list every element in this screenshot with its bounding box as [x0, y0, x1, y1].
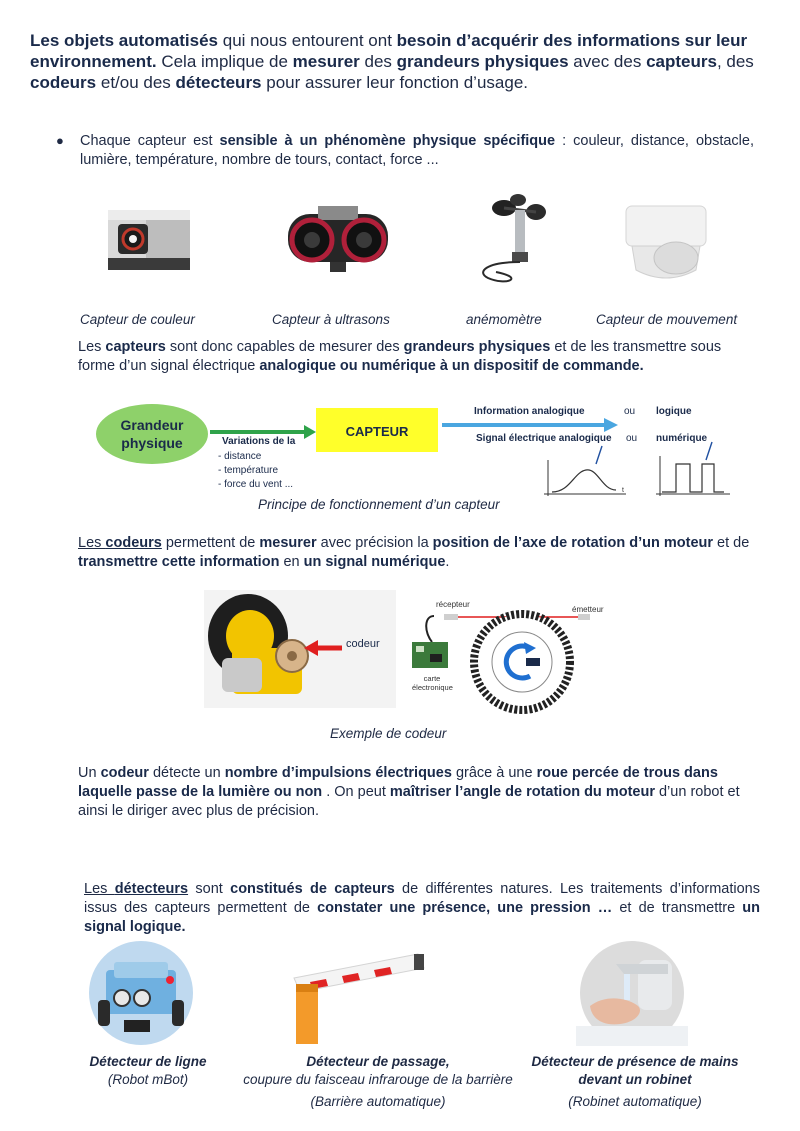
variation-item: - force du vent ...: [218, 479, 294, 490]
codeur-caption: Exemple de codeur: [330, 726, 447, 741]
diagram-caption: Principe de fonctionnement d’un capteur: [258, 497, 500, 512]
codeur-label: codeur: [346, 638, 380, 650]
detector-caption-barrier: [218, 1053, 538, 1111]
intro-text-6: et/ou des: [96, 73, 176, 92]
intro-text-5: , des: [716, 52, 754, 71]
ou-label-1: ou: [624, 406, 636, 417]
capteurs-text-3: et de les transmettre sous forme d’un signal électrique: [78, 339, 722, 374]
capteurs-bold-3: analogique ou numérique à un dispositif de commande.: [259, 358, 644, 374]
capteurs-paragraph: [78, 338, 762, 376]
digital-signal: [662, 464, 724, 492]
detecteurs-bold-3: un signal logique.: [84, 900, 760, 935]
capteurs-text-1: Les: [78, 339, 106, 355]
intro-bold-3: mesurer: [292, 52, 360, 71]
codeurs-text-1: Les: [78, 535, 106, 551]
carte-line-1: carte: [423, 674, 441, 683]
anemometer-image: [466, 192, 556, 288]
water-stream: [624, 974, 630, 1000]
detector-title: Détecteur de présence de mains: [531, 1054, 739, 1069]
bullet-paragraph: [80, 132, 754, 170]
barrier-post: [296, 984, 318, 1044]
info-analog-label: Information analogique: [474, 406, 585, 417]
intro-bold-7: détecteurs: [175, 73, 262, 92]
analog-pointer: [596, 446, 602, 464]
codeurs-bold-1: mesurer: [259, 535, 317, 551]
codeurs-bold-2: position de l’axe de rotation d’un moteur: [432, 535, 714, 551]
intro-bold-6: codeurs: [30, 73, 97, 92]
intro-bold-4: grandeurs physiques: [396, 52, 569, 71]
detecteurs-underline-1: détecteurs: [114, 881, 189, 897]
detecteurs-bold-1: constitués de capteurs: [230, 881, 395, 897]
bullet-text-2: : couleur, distance, obstacle, lumière, température, nombre de tours, contact, force ...: [80, 133, 754, 168]
capteurs-text-2: sont donc capables de mesurer des: [165, 339, 404, 355]
codeurs-text-3: avec précision la: [316, 535, 433, 551]
capteurs-bold-1: capteurs: [105, 339, 166, 355]
codeurs-underline-1: codeurs: [105, 535, 162, 551]
sensor-caption-color: Capteur de couleur: [80, 312, 195, 327]
detector-line2: devant un robinet: [578, 1072, 692, 1087]
intro-bold-2: besoin d’acquérir des informations sur leur environnement.: [30, 31, 748, 71]
capteur-label: CAPTEUR: [345, 424, 409, 439]
motor-can: [222, 658, 262, 692]
intro-text-3: des: [359, 52, 397, 71]
mbot-eye-right: [134, 990, 150, 1006]
intro-bold-1: Les objets automatisés: [30, 31, 219, 50]
green-arrow-head: [304, 425, 316, 439]
codeurs-text-5: en: [279, 554, 304, 570]
bullet-bold-1: sensible à un phénomène physique spécifique: [219, 133, 556, 149]
codeurs-text-2: permettent de: [161, 535, 260, 551]
detecteurs-bold-2: constater une présence, une pression …: [317, 900, 613, 916]
codeur2-bold-1: codeur: [100, 765, 149, 781]
ultrasonic-sensor-image: [278, 200, 398, 280]
codeur2-text-2: détecte un: [148, 765, 225, 781]
intro-paragraph: [30, 30, 770, 93]
sensor-caption-ultrasonic: Capteur à ultrasons: [272, 312, 390, 327]
carte-line-2: électronique: [412, 683, 453, 692]
detecteurs-text-1: Les: [84, 881, 115, 897]
emitter: [578, 614, 590, 620]
codeurs-bold-4: un signal numérique: [303, 554, 446, 570]
detector-line2: coupure du faisceau infrarouge de la barrière: [243, 1072, 513, 1087]
color-sensor-image: [100, 200, 196, 280]
variations-label: Variations de la: [222, 436, 296, 447]
intro-text-2: Cela implique de: [156, 52, 293, 71]
motion-sensor-image: [618, 200, 714, 286]
intro-text-4: avec des: [568, 52, 647, 71]
numerique-label: numérique: [656, 433, 708, 444]
intro-text-1: qui nous entourent ont: [218, 31, 397, 50]
detecteurs-text-3: de différentes natures. Les traitements d’informations issus des capteurs permettent de: [84, 881, 760, 916]
codeur2-bold-2: nombre d’impulsions électriques: [224, 765, 452, 781]
emetteur-label: émetteur: [572, 605, 604, 614]
detector-title: Détecteur de passage,: [306, 1054, 450, 1069]
detector-caption-line: [60, 1053, 236, 1089]
barrier-detector-image: [286, 948, 430, 1046]
analog-curve: [552, 470, 616, 492]
digital-pointer: [706, 442, 712, 460]
bullet-icon: ●: [56, 133, 64, 148]
detector-caption-hands: [510, 1053, 760, 1111]
detector-sub: (Barrière automatique): [310, 1094, 446, 1109]
bullet-text-1: Chaque capteur est: [80, 133, 220, 149]
codeur2-bold-3: roue percée de trous dans laquelle passe de la lumière ou non: [78, 765, 718, 800]
codeurs-text-6: .: [445, 554, 450, 570]
recepteur-label: récepteur: [436, 600, 470, 609]
detector-title: Détecteur de ligne: [89, 1054, 207, 1069]
sensor-caption-anemometer: anémomètre: [466, 312, 542, 327]
intro-text-7: pour assurer leur fonction d’usage.: [261, 73, 529, 92]
codeur-explanation-paragraph: [78, 764, 762, 821]
detecteurs-text-2: sont: [188, 881, 231, 897]
detecteurs-paragraph: [84, 880, 760, 937]
mbot-eye-left: [114, 990, 130, 1006]
codeurs-bold-3: transmettre cette information: [78, 554, 280, 570]
detector-sub: (Robinet automatique): [568, 1094, 702, 1109]
variations-list: [218, 450, 293, 492]
sensor-principle-diagram: [90, 398, 750, 500]
sensor-caption-motion: Capteur de mouvement: [596, 312, 738, 327]
codeur2-text-5: d’un robot et ainsi le diriger avec plus de précision.: [78, 784, 740, 819]
variation-item: - distance: [218, 451, 262, 462]
codeur2-bold-4: maîtriser l’angle de rotation du moteur: [389, 784, 655, 800]
hand-detector-image: [576, 940, 688, 1046]
faucet: [616, 964, 668, 974]
ou-label-2: ou: [626, 433, 638, 444]
capteurs-bold-2: grandeurs physiques: [403, 339, 551, 355]
receiver: [444, 614, 458, 620]
line-detector-image: [88, 940, 194, 1046]
detecteurs-text-4: et de transmettre: [612, 900, 743, 916]
detector-sub: (Robot mBot): [107, 1072, 189, 1087]
blue-arrow-head: [604, 418, 618, 432]
carte-label: [412, 674, 452, 692]
codeur2-text-4: . On peut: [322, 784, 390, 800]
logique-label: logique: [656, 406, 692, 417]
variation-item: - température: [218, 465, 279, 476]
signal-analog-label: Signal électrique analogique: [476, 433, 612, 444]
codeurs-text-4: et de: [713, 535, 750, 551]
codeur2-text-1: Un: [78, 765, 101, 781]
intro-bold-5: capteurs: [646, 52, 717, 71]
codeurs-paragraph: [78, 534, 762, 572]
grandeur-label: Grandeur physique: [120, 417, 184, 451]
time-tick-label: t: [622, 487, 624, 494]
codeur2-text-3: grâce à une: [451, 765, 537, 781]
